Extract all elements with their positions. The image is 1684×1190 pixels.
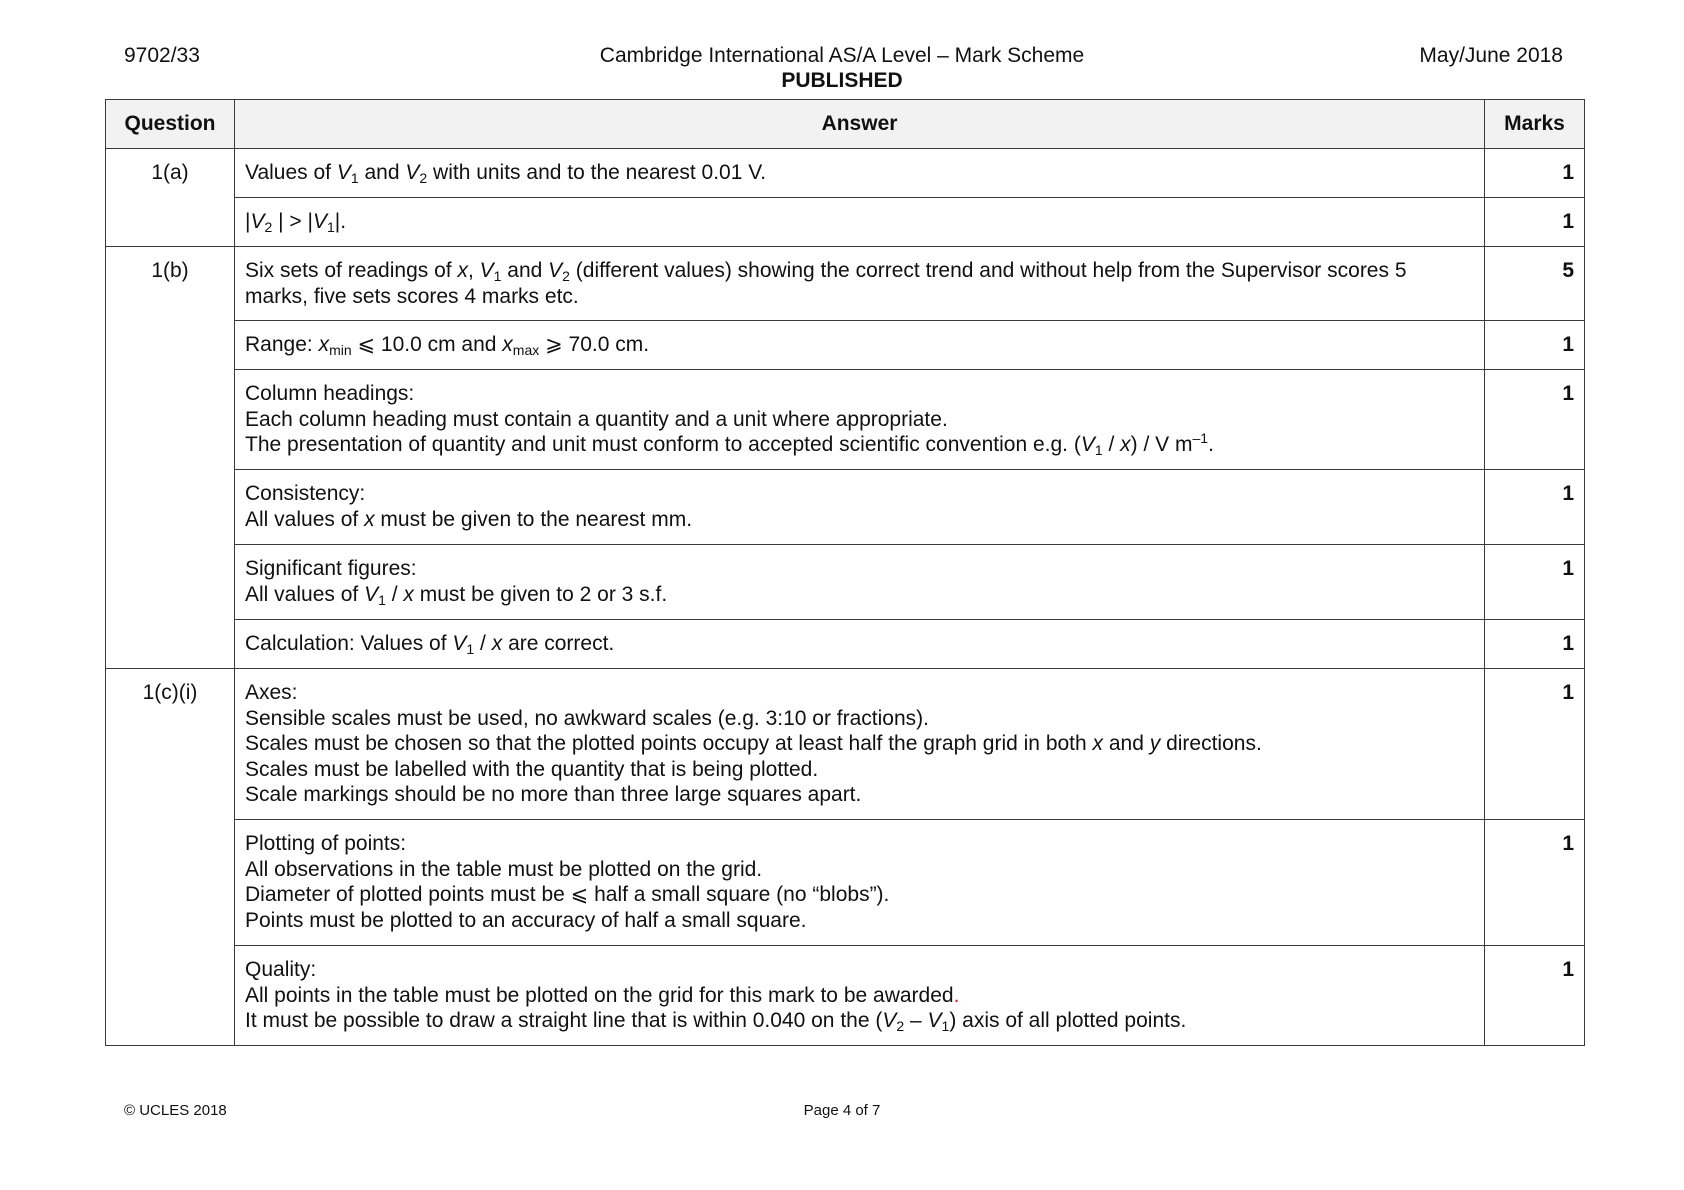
marks-cell: 1 (1485, 545, 1585, 620)
copyright-notice: © UCLES 2018 (124, 1102, 227, 1119)
marks-cell: 1 (1485, 669, 1585, 820)
table-row (106, 545, 1585, 620)
table-row (106, 470, 1585, 545)
answer-cell: Significant figures: All values of $V_1$ / x must be given to 2 or 3 s.f. (235, 545, 1485, 620)
exam-session: May/June 2018 (1419, 44, 1563, 67)
table-row (106, 149, 1585, 198)
criterion-heading: Column headings: (245, 382, 415, 405)
page-number: Page 4 of 7 (803, 1102, 881, 1119)
table-row (106, 946, 1585, 1046)
marks-cell: 1 (1485, 820, 1585, 946)
marks-cell: 1 (1485, 198, 1585, 247)
criterion-heading: Consistency: (245, 482, 366, 505)
column-header-marks: Marks (1485, 100, 1585, 149)
published-label: PUBLISHED (781, 69, 903, 92)
answer-cell: Consistency: All values of x must be given to the nearest mm. (235, 470, 1485, 545)
answer-cell: $|V_2$ | > $|V_1|$. (235, 198, 1485, 247)
marks-cell: 1 (1485, 370, 1585, 470)
answer-cell: Quality: All points in the table must be plotted on the grid for this mark to be awarded. It must be possible to draw a straight line that is within 0.040 on the $(V_2 - V_1)$ axis of all plotted points. (235, 946, 1485, 1046)
column-header-answer: Answer (235, 100, 1485, 149)
question-label: 1(a) (106, 149, 235, 247)
criterion-heading: Quality: (245, 958, 317, 981)
answer-cell: Values of $V_1$ and $V_2$ with units and to the nearest 0.01 V. (235, 149, 1485, 198)
question-label: 1(c)(i) (106, 669, 235, 1046)
marks-cell: 1 (1485, 946, 1585, 1046)
criterion-heading: Axes: (245, 681, 298, 704)
document-title: Cambridge International AS/A Level – Mark Scheme (599, 44, 1085, 67)
answer-cell: Plotting of points: All observations in the table must be plotted on the grid. Diameter of plotted points must be ⩽ half a small square (no “blobs”). Points must be plotted to an accuracy of half a small square. (235, 820, 1485, 946)
criterion-heading: Significant figures: (245, 557, 417, 580)
header-row (106, 100, 1585, 149)
marks-cell: 1 (1485, 149, 1585, 198)
question-label: 1(b) (106, 247, 235, 669)
table-row (106, 247, 1585, 321)
criterion-heading: Plotting of points: (245, 832, 407, 855)
marks-cell: 5 (1485, 247, 1585, 321)
marks-cell: 1 (1485, 470, 1585, 545)
table-row (106, 669, 1585, 820)
marks-cell: 1 (1485, 620, 1585, 669)
answer-cell: Axes: Sensible scales must be used, no awkward scales (e.g. 3:10 or fractions). Scales must be chosen so that the plotted points occupy at least half the graph grid in both x and y directions. Scales must be labelled with the quantity that is being plotted. Scale markings should be no more than three large squares apart. (235, 669, 1485, 820)
mark-scheme-table (105, 99, 1585, 1046)
table-row (106, 820, 1585, 946)
table-row (106, 620, 1585, 669)
document-code: 9702/33 (124, 44, 200, 67)
answer-cell: Range: $x_{min}$ ⩽ 10.0 cm and $x_{max}$ ⩾ 70.0 cm. (235, 321, 1485, 370)
table-row (106, 370, 1585, 470)
answer-cell: Column headings: Each column heading must contain a quantity and a unit where appropriate. The presentation of quantity and unit must conform to accepted scientific convention e.g. $(V_1 / x)$ / V $m^{-1}$. (235, 370, 1485, 470)
table-row (106, 321, 1585, 370)
answer-cell: Calculation: Values of $V_1$ / x are correct. (235, 620, 1485, 669)
answer-cell: Six sets of readings of x, $V_1$ and $V_2$ (different values) showing the correct trend and without help from the Supervisor scores 5 marks, five sets scores 4 marks etc. (235, 247, 1485, 321)
table-row (106, 198, 1585, 247)
marks-cell: 1 (1485, 321, 1585, 370)
column-header-question: Question (106, 100, 235, 149)
